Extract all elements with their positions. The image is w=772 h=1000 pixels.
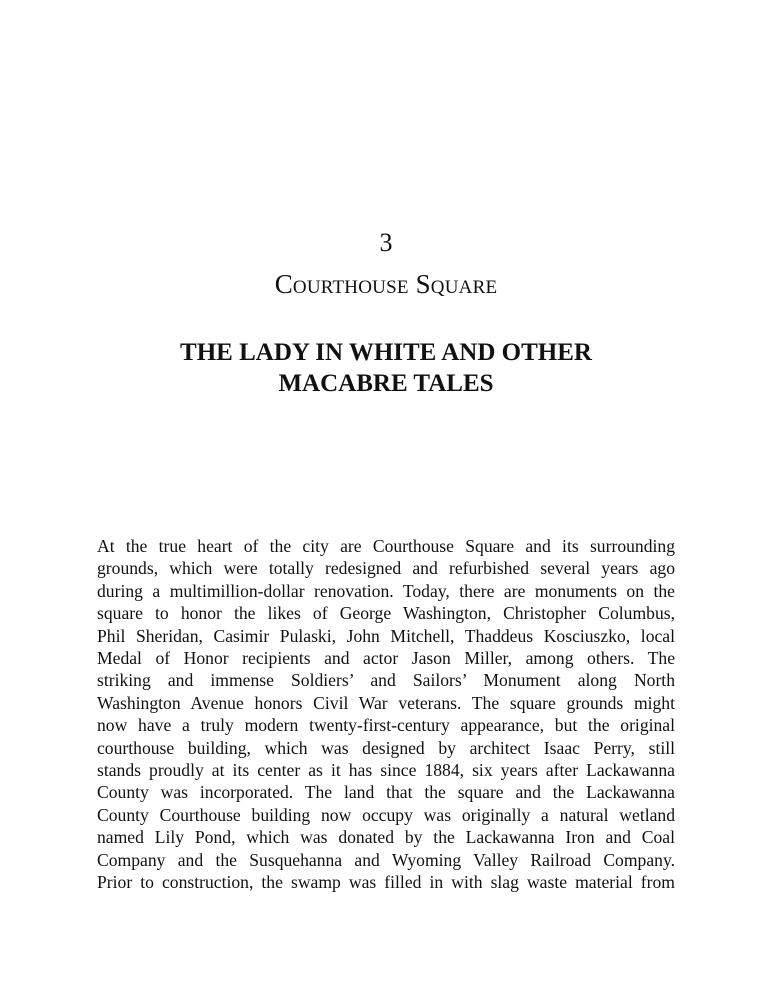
chapter-subtitle-line: MACABRE TALES — [278, 370, 494, 397]
text-line: courthouse building, which was designed by architect Isaac Perry, still — [97, 737, 675, 758]
text-line: now have a truly modern twenty-first-century appearance, but the original — [97, 715, 675, 736]
chapter-subtitle — [136, 337, 636, 399]
text-line: stands proudly at its center as it has since 1884, six years after Lackawanna — [97, 760, 675, 781]
text-line: Company and the Susquehanna and Wyoming Valley Railroad Company. — [97, 849, 675, 870]
chapter-title: Courthouse Square — [274, 269, 498, 299]
chapter-number: 3 — [379, 228, 393, 257]
text-line: grounds, which were totally redesigned and refurbished several years ago — [97, 558, 675, 579]
text-line: square to honor the likes of George Washington, Christopher Columbus, — [97, 603, 675, 624]
text-line: Phil Sheridan, Casimir Pulaski, John Mitchell, Thaddeus Kosciuszko, local — [97, 625, 675, 646]
text-line: County Courthouse building now occupy was originally a natural wetland — [97, 804, 675, 825]
text-line: Washington Avenue honors Civil War veterans. The square grounds might — [97, 692, 675, 713]
text-line: County was incorporated. The land that the square and the Lackawanna — [97, 782, 675, 803]
chapter-subtitle-line: THE LADY IN WHITE AND OTHER — [180, 339, 592, 366]
text-line: Medal of Honor recipients and actor Jason Miller, among others. The — [97, 648, 675, 669]
text-line: Prior to construction, the swamp was filled in with slag waste material from — [97, 872, 675, 893]
text-line: named Lily Pond, which was donated by the Lackawanna Iron and Coal — [97, 827, 675, 848]
body-paragraph — [97, 535, 675, 894]
text-line: striking and immense Soldiers’ and Sailors’ Monument along North — [97, 670, 675, 691]
text-line: At the true heart of the city are Courthouse Square and its surrounding — [97, 536, 675, 556]
text-line: during a multimillion-dollar renovation. Today, there are monuments on the — [97, 580, 675, 601]
